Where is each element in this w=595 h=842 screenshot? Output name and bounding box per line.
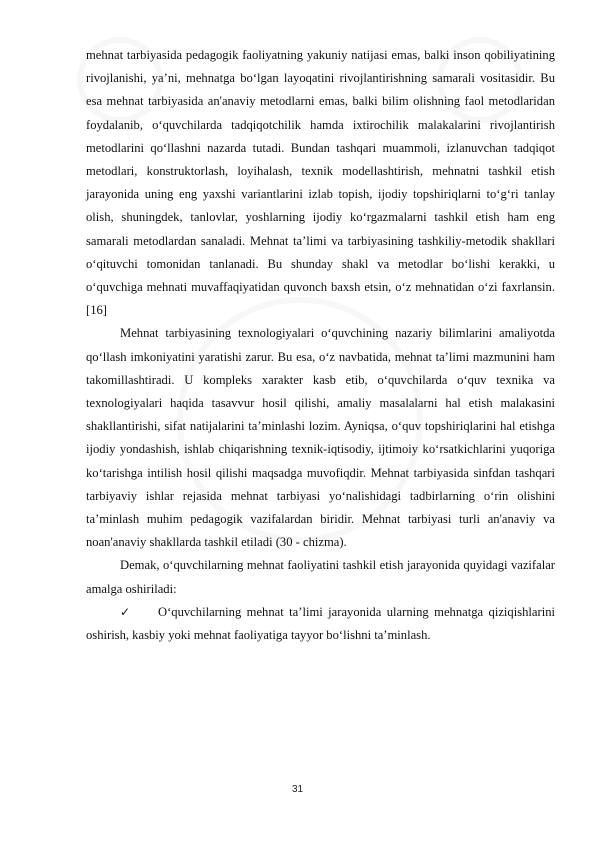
list-item-text: O‘quvchilarning mehnat ta’limi jarayonida ularning mehnatga qiziqishlarini oshirish, kasbiy yoki mehnat faoliyatiga tayyor bo‘lishni ta’minlash. [86,604,555,643]
document-body [86,44,555,647]
paragraph-3: Demak, o‘quvchilarning mehnat faoliyatini tashkil etish jarayonida quyidagi vazifalar amalga oshiriladi: [86,558,555,596]
page-number: 31 [291,784,304,795]
paragraph-2: Mehnat tarbiyasining texnologiyalari o‘quvchining nazariy bilimlarini amaliyotda qo‘llash imkoniyatini yaratishi zarur. Bu esa, o‘z navbatida, mehnat ta’limi mazmunini ham takomillashtiradi. U kompleks xarakter kasb etib, o‘quvchilarda o‘quv texnika va texnologiyalari haqida tasavvur hosil qilishi, amaliy masalalarni hal etish malakasini shakllantirishi, sifat natijalarini ta’minlashi lozim. Ayniqsa, o‘quv topshiriqlarini hal etishga ijodiy yondashish, ishlab chiqarishning texnik-iqtisodiy, ijtimoiy ko‘rsatkichlarini yuqoriga ko‘tarishga intilish hosil qilishi maqsadga muvofiqdir. Mehnat tarbiyasida sinfdan tashqari tarbiyaviy ishlar rejasida mehnat tarbiyasi yo‘nalishidagi tadbirlarning o‘rin olishini ta’minlash muhim pedagogik vazifalardan biridir. Mehnat tarbiyasi turli an'anaviy va noan'anaviy shakllarda tashkil etiladi (30 - chizma). [86,326,555,550]
paragraph-1: mehnat tarbiyasida pedagogik faoliyatning yakuniy natijasi emas, balki inson qobiliyatining rivojlanishi, ya’ni, mehnatga bo‘lgan layoqatini rivojlantirishning samarali vositasidir. Bu esa mehnat tarbiyasida an'anaviy metodlarni emas, balki bilim olishning faol metodlaridan foydalanib, o‘quvchilarda tadqiqotchilik hamda ixtirochilik malakalarini rivojlantirish metodlarini qo‘llashni nazarda tutadi. Bundan tashqari muammoli, izlanuvchan tadqiqot metodlari, konstruktorlash, loyihalash, texnik modellashtirish, mehnatni tashkil etish jarayonida uning eng yaxshi variantlarini izlab topish, ijodiy topshiriqlarni to‘g‘ri tanlay olish, shuningdek, tanlovlar, yoshlarning ijodiy ko‘rgazmalarni tashkil etish ham eng samarali metodlardan sanaladi. Mehnat ta’limi va tarbiyasining tashkiliy-metodik shakllari o‘qituvchi tomonidan tanlanadi. Bu shunday shakl va metodlar bo‘lishi kerakki, u o‘quvchiga mehnati muvaffaqiyatidan quvonch baxsh etsin, o‘z mehnatidan o‘zi faxrlansin. [16] [86,48,555,318]
check-mark-icon: ✓ [120,604,131,619]
list-item [86,601,555,647]
